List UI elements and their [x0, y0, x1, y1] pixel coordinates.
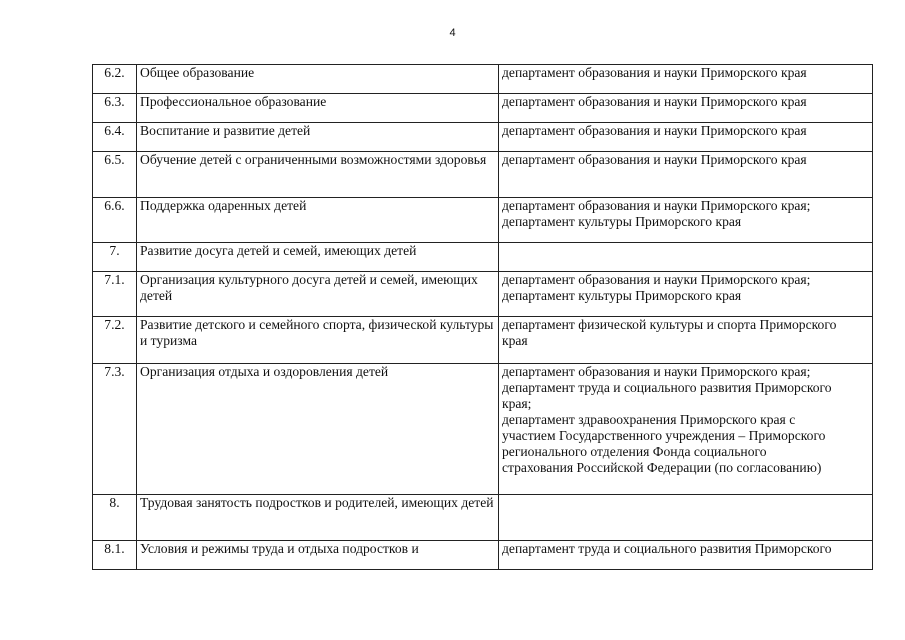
table-row: [93, 272, 873, 317]
measure-name: Обучение детей с ограниченными возможностями здоровья: [137, 152, 499, 198]
row-number: 7.: [93, 243, 137, 272]
responsible-line: края;: [502, 396, 532, 411]
responsible-line: края: [502, 333, 528, 348]
table-row: [93, 123, 873, 152]
responsible-body: [499, 94, 873, 123]
responsible-line: департамент образования и науки Приморского края;: [502, 198, 811, 213]
table-row: [93, 152, 873, 198]
row-number: 6.2.: [93, 65, 137, 94]
responsible-body: [499, 123, 873, 152]
measure-name: Развитие досуга детей и семей, имеющих детей: [137, 243, 499, 272]
responsible-line: департамент образования и науки Приморского края: [502, 123, 807, 138]
table-row: [93, 65, 873, 94]
responsible-line: департамент культуры Приморского края: [502, 214, 742, 229]
responsible-line: участием Государственного учреждения – Приморского: [502, 428, 826, 443]
responsible-body: [499, 364, 873, 495]
row-number: 7.2.: [93, 317, 137, 364]
measure-name: Организация культурного досуга детей и семей, имеющих детей: [137, 272, 499, 317]
table-row: [93, 317, 873, 364]
row-number: 6.4.: [93, 123, 137, 152]
row-number: 6.6.: [93, 198, 137, 243]
row-number: 8.1.: [93, 541, 137, 570]
responsible-line: регионального отделения Фонда социального: [502, 444, 767, 459]
responsible-line: департамент образования и науки Приморского края;: [502, 364, 811, 379]
page-number: 4: [449, 27, 456, 39]
responsible-body: [499, 243, 873, 272]
responsible-line: департамент образования и науки Приморского края: [502, 65, 807, 80]
measure-name: Развитие детского и семейного спорта, физической культуры и туризма: [137, 317, 499, 364]
table-row: [93, 364, 873, 495]
responsible-line: департамент культуры Приморского края: [502, 288, 742, 303]
measure-name: Профессиональное образование: [137, 94, 499, 123]
responsible-line: департамент труда и социального развития Приморского: [502, 380, 832, 395]
responsible-body: [499, 152, 873, 198]
table-row: [93, 94, 873, 123]
measure-name: Условия и режимы труда и отдыха подростков и: [137, 541, 499, 570]
responsible-line: департамент здравоохранения Приморского края с: [502, 412, 796, 427]
responsible-body: [499, 541, 873, 570]
row-number: 6.3.: [93, 94, 137, 123]
measure-name: Организация отдыха и оздоровления детей: [137, 364, 499, 495]
measure-name: Трудовая занятость подростков и родителей, имеющих детей: [137, 495, 499, 541]
table-row: [93, 198, 873, 243]
responsible-line: департамент образования и науки Приморского края: [502, 94, 807, 109]
responsible-body: [499, 198, 873, 243]
responsible-line: департамент образования и науки Приморского края;: [502, 272, 811, 287]
responsible-body: [499, 65, 873, 94]
measure-name: Общее образование: [137, 65, 499, 94]
responsible-body: [499, 272, 873, 317]
measures-table: [92, 64, 873, 570]
table-row: [93, 495, 873, 541]
measure-name: Воспитание и развитие детей: [137, 123, 499, 152]
responsible-body: [499, 317, 873, 364]
row-number: 7.1.: [93, 272, 137, 317]
row-number: 7.3.: [93, 364, 137, 495]
responsible-line: департамент труда и социального развития Приморского: [502, 541, 832, 556]
responsible-body: [499, 495, 873, 541]
row-number: 6.5.: [93, 152, 137, 198]
table-row: [93, 243, 873, 272]
row-number: 8.: [93, 495, 137, 541]
table-row: [93, 541, 873, 570]
responsible-line: департамент образования и науки Приморского края: [502, 152, 807, 167]
responsible-line: страхования Российской Федерации (по согласованию): [502, 460, 822, 475]
responsible-line: департамент физической культуры и спорта Приморского: [502, 317, 837, 332]
measure-name: Поддержка одаренных детей: [137, 198, 499, 243]
